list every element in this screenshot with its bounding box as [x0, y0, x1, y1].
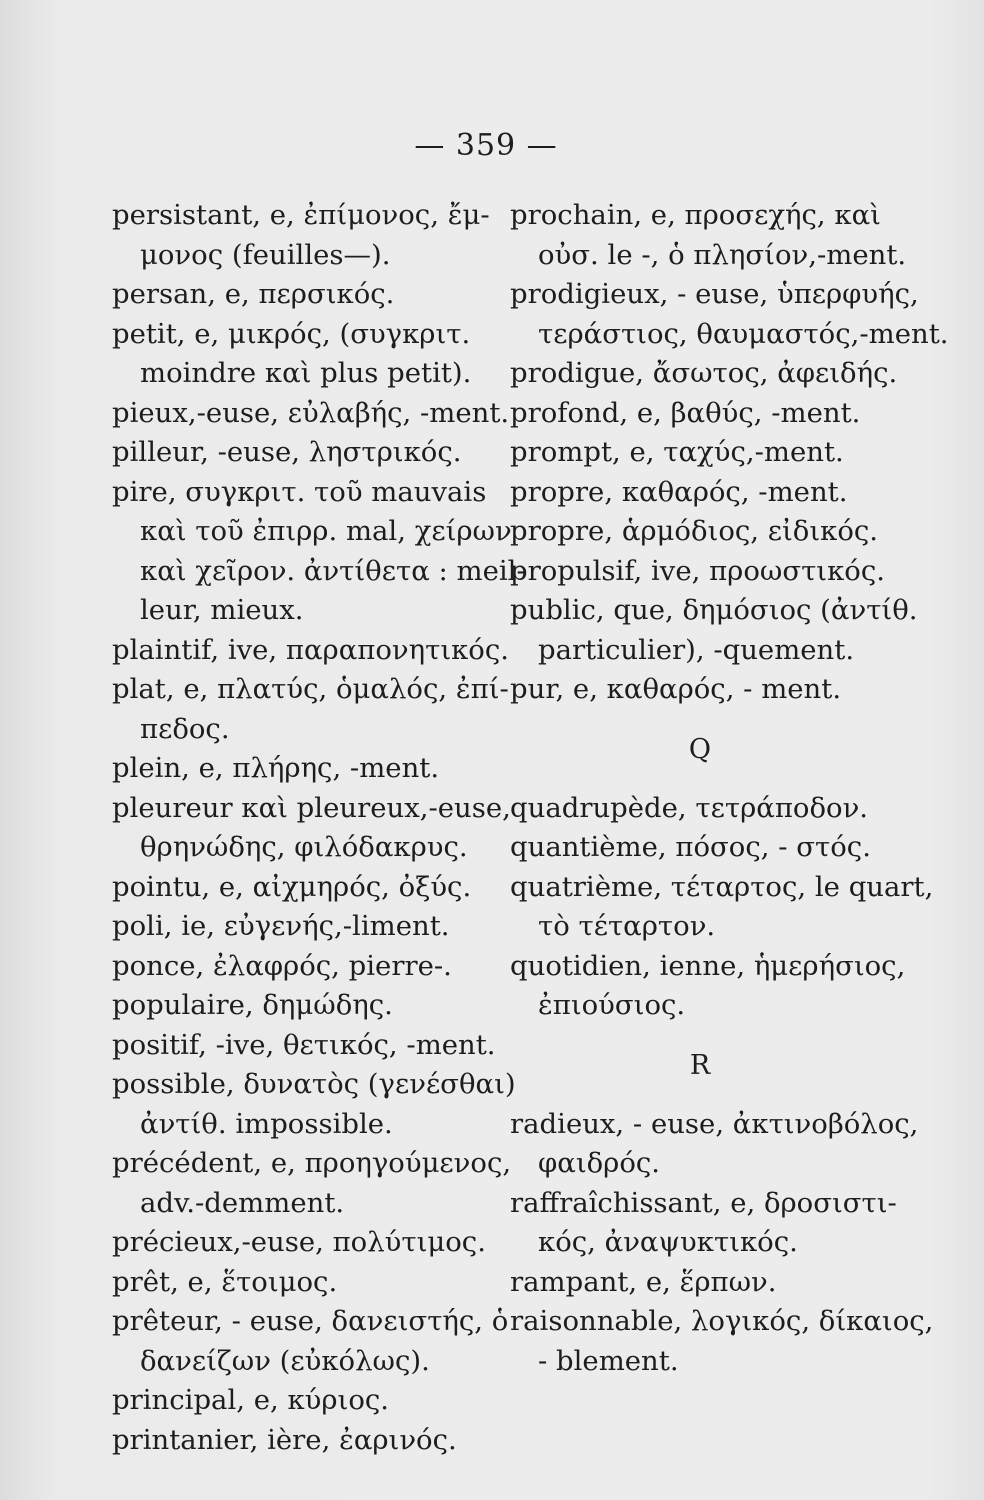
entry-line: plat, e, πλατύς, ὁμαλός, ἐπί- [112, 673, 509, 705]
entry-line: quadrupède, τετράποδον. [510, 791, 869, 824]
section-letter-heading: Q [688, 733, 712, 765]
entry-line: printanier, ière, ἐαρινός. [112, 1423, 457, 1456]
entry-line: public, que, δημόσιος (ἀντίθ. [510, 594, 918, 626]
entry-continuation-line: καὶ χεῖρον. ἀντίθετα : meil- [140, 554, 526, 587]
entry-continuation-line: particulier), -quement. [538, 633, 855, 666]
entry-line: précieux,-euse, πολύτιμος. [112, 1226, 486, 1258]
entry-continuation-line: πεδος. [140, 712, 230, 745]
entry-continuation-line: ἐπιούσιος. [538, 989, 686, 1021]
entry-line: possible, δυνατὸς (γενέσθαι) [112, 1068, 516, 1100]
entry-continuation-line: θρηνώδης, φιλόδακρυς. [140, 831, 468, 863]
entry-continuation-line: adv.-demment. [140, 1186, 345, 1219]
right-column [510, 196, 949, 1381]
entry-line: positif, -ive, θετικός, -ment. [112, 1028, 496, 1061]
entry-continuation-line: τεράστιος, θαυμαστός,-ment. [538, 317, 949, 350]
entry-line: prêt, e, ἕτοιμος. [112, 1265, 338, 1298]
entry-line: pur, e, καθαρός, - ment. [510, 673, 842, 705]
entry-line: prochain, e, προσεχής, καὶ [510, 199, 881, 231]
entry-line: pleureur καὶ pleureux,-euse, [112, 791, 511, 824]
entry-line: propre, καθαρός, -ment. [510, 475, 848, 508]
entry-continuation-line: οὐσ. le -, ὁ πλησίον,-ment. [538, 238, 907, 271]
entry-line: petit, e, μικρός, (συγκριτ. [112, 317, 471, 350]
entry-continuation-line: ἀντίθ. impossible. [140, 1107, 393, 1140]
entry-line: poli, ie, εὐγενής,-liment. [112, 910, 450, 942]
entry-line: quatrième, τέταρτος, le quart, [510, 870, 934, 903]
entry-line: populaire, δημώδης. [112, 989, 393, 1021]
entry-continuation-line: μονος (feuilles—). [140, 238, 391, 271]
entry-continuation-line: - blement. [538, 1344, 679, 1377]
entry-continuation-line: τὸ τέταρτον. [538, 910, 716, 942]
entry-line: pieux,-euse, εὐλαβής, -ment. [112, 396, 510, 429]
entry-line: prêteur, - euse, δανειστής, ὁ [112, 1305, 509, 1337]
entry-line: persan, e, περσικός. [112, 278, 395, 310]
entry-line: persistant, e, ἐπίμονος, ἔμ- [112, 199, 490, 231]
entry-line: propre, ἁρμόδιος, εἰδικός. [510, 515, 879, 547]
page-number: — 359 — [414, 128, 558, 163]
entry-line: plein, e, πλήρης, -ment. [112, 752, 440, 784]
entry-line: pointu, e, αἰχμηρός, ὀξύς. [112, 870, 472, 903]
entry-line: prodigue, ἄσωτος, ἀφειδής. [510, 357, 898, 389]
entry-line: radieux, - euse, ἀκτινοβόλος, [510, 1107, 919, 1140]
entry-continuation-line: leur, mieux. [140, 594, 304, 626]
entry-line: pilleur, -euse, ληστρικός. [112, 436, 462, 468]
entry-line: principal, e, κύριος. [112, 1384, 390, 1416]
entry-line: profond, e, βαθύς, -ment. [510, 396, 861, 429]
entry-line: quotidien, ienne, ἡμερήσιος, [510, 949, 906, 982]
entry-line: ponce, ἐλαφρός, pierre-. [112, 949, 452, 982]
entry-line: prompt, e, ταχύς,-ment. [510, 436, 844, 468]
left-column [112, 196, 526, 1460]
entry-continuation-line: δανείζων (εὐκόλως). [140, 1344, 430, 1377]
entry-line: prodigieux, - euse, ὑπερφυής, [510, 278, 919, 310]
entry-line: propulsif, ive, προωστικός. [510, 554, 885, 587]
entry-continuation-line: moindre καὶ plus petit). [140, 357, 472, 389]
entry-line: plaintif, ive, παραπονητικός. [112, 633, 510, 666]
entry-line: rampant, e, ἕρπων. [510, 1265, 777, 1298]
section-letter-heading: R [689, 1049, 711, 1081]
entry-line: raisonnable, λογικός, δίκαιος, [510, 1305, 934, 1337]
entry-line: quantième, πόσος, - στός. [510, 831, 871, 863]
entry-line: précédent, e, προηγούμενος, [112, 1147, 512, 1179]
entry-line: pire, συγκριτ. τοῦ mauvais [112, 475, 487, 508]
entry-continuation-line: καὶ τοῦ ἐπιρρ. mal, χείρων [140, 515, 512, 547]
entry-line: raffraîchissant, e, δροσιστι- [510, 1186, 897, 1219]
entry-continuation-line: φαιδρός. [538, 1147, 661, 1179]
entry-continuation-line: κός, ἀναψυκτικός. [538, 1226, 798, 1258]
